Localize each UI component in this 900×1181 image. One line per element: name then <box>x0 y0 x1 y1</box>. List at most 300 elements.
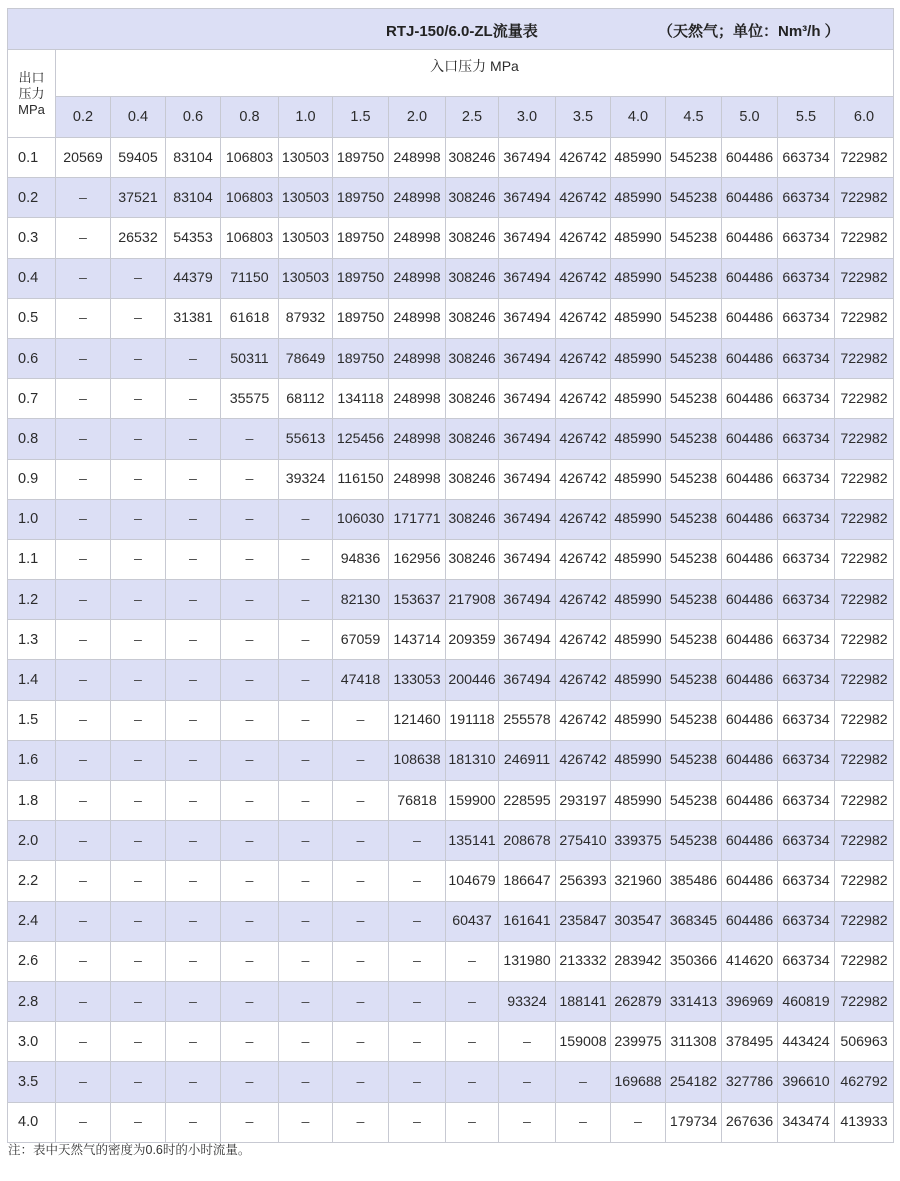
table-cell: – <box>389 941 446 981</box>
table-cell: 663734 <box>778 620 835 660</box>
table-cell: – <box>166 620 221 660</box>
table-cell: 248998 <box>389 178 446 218</box>
table-cell: 604486 <box>722 419 778 459</box>
table-cell: 248998 <box>389 338 446 378</box>
table-cell: – <box>499 1022 556 1062</box>
table-cell: – <box>333 740 389 780</box>
table-cell: 331413 <box>666 981 722 1021</box>
table-cell: 367494 <box>499 620 556 660</box>
table-cell: 485990 <box>611 338 666 378</box>
table-cell: – <box>111 861 166 901</box>
table-cell: 367494 <box>499 499 556 539</box>
table-cell: 189750 <box>333 178 389 218</box>
table-cell: – <box>333 901 389 941</box>
table-cell: 426742 <box>556 459 611 499</box>
table-cell: 39324 <box>279 459 333 499</box>
table-cell: – <box>389 901 446 941</box>
table-cell: 228595 <box>499 781 556 821</box>
table-cell: 134118 <box>333 379 389 419</box>
table-cell: 171771 <box>389 499 446 539</box>
table-cell: 161641 <box>499 901 556 941</box>
table-cell: – <box>556 1062 611 1102</box>
table-cell: 722982 <box>835 620 894 660</box>
table-cell: 604486 <box>722 138 778 178</box>
table-cell: 169688 <box>611 1062 666 1102</box>
table-cell: 159008 <box>556 1022 611 1062</box>
table-cell: 426742 <box>556 178 611 218</box>
table-cell: 545238 <box>666 700 722 740</box>
table-cell: 545238 <box>666 258 722 298</box>
table-cell: 414620 <box>722 941 778 981</box>
table-cell: – <box>333 700 389 740</box>
row-header: 0.3 <box>8 218 56 258</box>
table-cell: – <box>56 459 111 499</box>
table-cell: – <box>279 620 333 660</box>
table-cell: 426742 <box>556 298 611 338</box>
table-cell: – <box>56 821 111 861</box>
table-cell: – <box>56 178 111 218</box>
table-row <box>8 981 894 1021</box>
table-cell: – <box>56 1062 111 1102</box>
table-cell: – <box>111 901 166 941</box>
table-cell: 485990 <box>611 258 666 298</box>
table-cell: 104679 <box>446 861 499 901</box>
table-cell: 94836 <box>333 539 389 579</box>
table-cell: – <box>111 298 166 338</box>
table-cell: 248998 <box>389 379 446 419</box>
table-cell: – <box>111 338 166 378</box>
table-cell: 71150 <box>221 258 279 298</box>
table-cell: 308246 <box>446 539 499 579</box>
table-cell: 663734 <box>778 941 835 981</box>
table-cell: 485990 <box>611 218 666 258</box>
table-cell: 604486 <box>722 379 778 419</box>
table-cell: – <box>56 338 111 378</box>
table-cell: 181310 <box>446 740 499 780</box>
row-header: 2.4 <box>8 901 56 941</box>
flow-table <box>7 8 894 1143</box>
table-cell: – <box>56 499 111 539</box>
table-cell: – <box>221 660 279 700</box>
table-cell: – <box>166 379 221 419</box>
table-cell: – <box>279 580 333 620</box>
table-cell: – <box>166 539 221 579</box>
table-title-row <box>8 9 894 50</box>
table-cell: 604486 <box>722 620 778 660</box>
table-row <box>8 941 894 981</box>
table-cell: – <box>279 901 333 941</box>
table-cell: – <box>56 620 111 660</box>
table-cell: 604486 <box>722 821 778 861</box>
table-cell: 108638 <box>389 740 446 780</box>
table-body <box>8 138 894 1143</box>
table-cell: 189750 <box>333 298 389 338</box>
table-cell: 604486 <box>722 258 778 298</box>
table-cell: – <box>221 539 279 579</box>
table-cell: 248998 <box>389 459 446 499</box>
table-cell: 663734 <box>778 781 835 821</box>
table-cell: – <box>56 218 111 258</box>
column-header-row <box>8 97 894 138</box>
column-header: 4.5 <box>666 97 722 138</box>
table-cell: – <box>221 740 279 780</box>
column-header: 3.0 <box>499 97 556 138</box>
table-cell: 308246 <box>446 379 499 419</box>
table-cell: – <box>166 419 221 459</box>
table-cell: – <box>111 740 166 780</box>
table-cell: 87932 <box>279 298 333 338</box>
table-cell: 545238 <box>666 459 722 499</box>
table-cell: 426742 <box>556 700 611 740</box>
row-header: 1.6 <box>8 740 56 780</box>
table-cell: 78649 <box>279 338 333 378</box>
table-cell: – <box>221 941 279 981</box>
table-cell: 248998 <box>389 138 446 178</box>
table-cell: – <box>389 981 446 1021</box>
table-cell: – <box>221 901 279 941</box>
row-header: 0.1 <box>8 138 56 178</box>
inlet-header-row <box>8 50 894 97</box>
table-cell: 68112 <box>279 379 333 419</box>
table-cell: 367494 <box>499 258 556 298</box>
table-cell: 350366 <box>666 941 722 981</box>
table-cell: 59405 <box>111 138 166 178</box>
table-cell: – <box>389 821 446 861</box>
row-header: 4.0 <box>8 1102 56 1142</box>
table-cell: 722982 <box>835 821 894 861</box>
row-header: 0.7 <box>8 379 56 419</box>
table-cell: 131980 <box>499 941 556 981</box>
table-cell: 125456 <box>333 419 389 459</box>
table-cell: 189750 <box>333 258 389 298</box>
table-cell: 20569 <box>56 138 111 178</box>
unit-label: （天然气；单位：Nm³/h ） <box>658 23 840 40</box>
table-cell: 159900 <box>446 781 499 821</box>
table-cell: 485990 <box>611 539 666 579</box>
table-cell: 246911 <box>499 740 556 780</box>
table-cell: 604486 <box>722 740 778 780</box>
table-cell: – <box>111 700 166 740</box>
table-cell: 396610 <box>778 1062 835 1102</box>
table-cell: 143714 <box>389 620 446 660</box>
table-cell: 308246 <box>446 459 499 499</box>
table-cell: 426742 <box>556 539 611 579</box>
table-cell: 545238 <box>666 138 722 178</box>
table-cell: – <box>166 700 221 740</box>
table-cell: – <box>446 981 499 1021</box>
table-cell: – <box>221 821 279 861</box>
table-cell: – <box>333 1022 389 1062</box>
table-title: RTJ-150/6.0-ZL流量表 <box>386 23 538 40</box>
table-cell: 663734 <box>778 459 835 499</box>
table-cell: – <box>111 660 166 700</box>
table-cell: 604486 <box>722 660 778 700</box>
table-cell: 293197 <box>556 781 611 821</box>
table-cell: 189750 <box>333 218 389 258</box>
table-cell: – <box>221 981 279 1021</box>
table-cell: 213332 <box>556 941 611 981</box>
table-row <box>8 138 894 178</box>
table-cell: – <box>56 379 111 419</box>
table-row <box>8 338 894 378</box>
table-cell: 722982 <box>835 941 894 981</box>
table-cell: 426742 <box>556 740 611 780</box>
row-header: 0.4 <box>8 258 56 298</box>
row-header: 3.0 <box>8 1022 56 1062</box>
table-cell: 50311 <box>221 338 279 378</box>
table-cell: 106803 <box>221 218 279 258</box>
table-cell: 663734 <box>778 700 835 740</box>
table-cell: 604486 <box>722 539 778 579</box>
table-cell: – <box>56 901 111 941</box>
table-cell: – <box>56 781 111 821</box>
table-cell: 93324 <box>499 981 556 1021</box>
table-cell: 722982 <box>835 539 894 579</box>
table-cell: 44379 <box>166 258 221 298</box>
table-cell: 76818 <box>389 781 446 821</box>
table-cell: – <box>221 1102 279 1142</box>
table-cell: – <box>56 1102 111 1142</box>
table-cell: – <box>221 700 279 740</box>
table-row <box>8 781 894 821</box>
table-row <box>8 419 894 459</box>
table-cell: 604486 <box>722 580 778 620</box>
table-cell: – <box>333 941 389 981</box>
table-cell: – <box>333 821 389 861</box>
table-cell: – <box>166 459 221 499</box>
table-cell: – <box>221 419 279 459</box>
table-cell: 663734 <box>778 740 835 780</box>
table-cell: 663734 <box>778 499 835 539</box>
table-cell: 35575 <box>221 379 279 419</box>
column-header: 0.2 <box>56 97 111 138</box>
table-cell: 367494 <box>499 580 556 620</box>
table-cell: – <box>446 1022 499 1062</box>
row-header: 2.8 <box>8 981 56 1021</box>
table-cell: – <box>56 580 111 620</box>
column-header: 1.0 <box>279 97 333 138</box>
table-cell: 116150 <box>333 459 389 499</box>
table-cell: 308246 <box>446 419 499 459</box>
flow-table-container <box>7 8 893 1143</box>
table-cell: 545238 <box>666 740 722 780</box>
table-cell: 663734 <box>778 419 835 459</box>
row-header: 1.0 <box>8 499 56 539</box>
table-cell: 545238 <box>666 338 722 378</box>
table-cell: – <box>166 740 221 780</box>
column-header: 0.8 <box>221 97 279 138</box>
table-row <box>8 258 894 298</box>
table-cell: 485990 <box>611 419 666 459</box>
table-cell: – <box>56 258 111 298</box>
table-cell: – <box>333 1102 389 1142</box>
table-cell: 186647 <box>499 861 556 901</box>
row-header: 0.8 <box>8 419 56 459</box>
table-cell: 106803 <box>221 138 279 178</box>
table-cell: 426742 <box>556 379 611 419</box>
table-row <box>8 740 894 780</box>
table-cell: – <box>56 298 111 338</box>
table-cell: – <box>221 861 279 901</box>
table-cell: 485990 <box>611 379 666 419</box>
table-cell: 443424 <box>778 1022 835 1062</box>
table-cell: 722982 <box>835 901 894 941</box>
table-cell: – <box>221 781 279 821</box>
table-cell: 663734 <box>778 901 835 941</box>
table-cell: – <box>56 700 111 740</box>
table-cell: – <box>111 981 166 1021</box>
table-cell: 367494 <box>499 419 556 459</box>
table-cell: – <box>279 821 333 861</box>
row-header: 0.6 <box>8 338 56 378</box>
table-cell: 604486 <box>722 700 778 740</box>
table-cell: 262879 <box>611 981 666 1021</box>
inlet-pressure-header: 入口压力 MPa <box>56 50 894 97</box>
table-cell: 67059 <box>333 620 389 660</box>
table-cell: – <box>279 660 333 700</box>
table-cell: – <box>56 660 111 700</box>
table-cell: – <box>166 660 221 700</box>
table-cell: 545238 <box>666 620 722 660</box>
table-cell: – <box>56 539 111 579</box>
table-cell: 485990 <box>611 660 666 700</box>
table-cell: 367494 <box>499 298 556 338</box>
table-cell: 485990 <box>611 298 666 338</box>
table-cell: 367494 <box>499 178 556 218</box>
table-cell: – <box>56 861 111 901</box>
table-cell: – <box>111 1062 166 1102</box>
table-cell: 235847 <box>556 901 611 941</box>
table-cell: – <box>446 1062 499 1102</box>
row-header: 1.1 <box>8 539 56 579</box>
table-row <box>8 539 894 579</box>
table-cell: 189750 <box>333 338 389 378</box>
table-cell: – <box>221 1062 279 1102</box>
table-cell: 604486 <box>722 781 778 821</box>
table-cell: 188141 <box>556 981 611 1021</box>
table-cell: 339375 <box>611 821 666 861</box>
table-cell: 545238 <box>666 781 722 821</box>
table-cell: – <box>389 861 446 901</box>
row-header: 2.2 <box>8 861 56 901</box>
table-cell: 254182 <box>666 1062 722 1102</box>
table-cell: 191118 <box>446 700 499 740</box>
table-cell: – <box>389 1062 446 1102</box>
table-cell: 275410 <box>556 821 611 861</box>
table-cell: 604486 <box>722 298 778 338</box>
table-cell: 604486 <box>722 218 778 258</box>
table-cell: 55613 <box>279 419 333 459</box>
table-cell: 308246 <box>446 218 499 258</box>
column-header: 0.4 <box>111 97 166 138</box>
table-cell: 545238 <box>666 178 722 218</box>
table-cell: 121460 <box>389 700 446 740</box>
table-cell: 506963 <box>835 1022 894 1062</box>
table-cell: – <box>166 941 221 981</box>
table-cell: 722982 <box>835 740 894 780</box>
table-cell: 722982 <box>835 660 894 700</box>
table-cell: 722982 <box>835 379 894 419</box>
table-cell: – <box>111 580 166 620</box>
table-cell: – <box>279 1022 333 1062</box>
table-cell: 663734 <box>778 258 835 298</box>
table-cell: 367494 <box>499 338 556 378</box>
column-header: 0.6 <box>166 97 221 138</box>
table-cell: – <box>111 821 166 861</box>
table-cell: 367494 <box>499 218 556 258</box>
table-cell: – <box>389 1102 446 1142</box>
table-cell: 460819 <box>778 981 835 1021</box>
table-cell: – <box>279 981 333 1021</box>
table-row <box>8 580 894 620</box>
table-cell: – <box>389 1022 446 1062</box>
table-cell: 485990 <box>611 178 666 218</box>
footnote: 注：表中天然气的密度为0.6时的小时流量。 <box>8 1143 251 1157</box>
table-cell: 426742 <box>556 258 611 298</box>
table-cell: 663734 <box>778 379 835 419</box>
table-cell: 47418 <box>333 660 389 700</box>
table-cell: – <box>279 740 333 780</box>
table-row <box>8 861 894 901</box>
table-row <box>8 178 894 218</box>
table-cell: 604486 <box>722 338 778 378</box>
table-cell: 722982 <box>835 258 894 298</box>
table-cell: 485990 <box>611 580 666 620</box>
table-cell: 367494 <box>499 379 556 419</box>
table-cell: 663734 <box>778 580 835 620</box>
table-cell: 267636 <box>722 1102 778 1142</box>
table-row <box>8 901 894 941</box>
table-cell: – <box>111 1102 166 1142</box>
table-cell: 722982 <box>835 781 894 821</box>
table-cell: – <box>221 459 279 499</box>
table-row <box>8 1062 894 1102</box>
table-cell: 545238 <box>666 660 722 700</box>
table-cell: 604486 <box>722 861 778 901</box>
table-cell: 722982 <box>835 700 894 740</box>
table-cell: – <box>446 941 499 981</box>
row-header: 0.5 <box>8 298 56 338</box>
table-cell: 31381 <box>166 298 221 338</box>
table-cell: 545238 <box>666 298 722 338</box>
table-cell: 367494 <box>499 138 556 178</box>
table-cell: 722982 <box>835 338 894 378</box>
table-cell: 367494 <box>499 539 556 579</box>
table-cell: 343474 <box>778 1102 835 1142</box>
table-cell: – <box>111 459 166 499</box>
table-cell: 130503 <box>279 178 333 218</box>
table-cell: – <box>279 861 333 901</box>
row-header: 2.6 <box>8 941 56 981</box>
table-cell: 462792 <box>835 1062 894 1102</box>
table-cell: 37521 <box>111 178 166 218</box>
table-cell: 722982 <box>835 178 894 218</box>
table-cell: 26532 <box>111 218 166 258</box>
table-cell: 545238 <box>666 580 722 620</box>
table-cell: – <box>111 258 166 298</box>
table-cell: 283942 <box>611 941 666 981</box>
table-cell: 239975 <box>611 1022 666 1062</box>
column-header: 5.0 <box>722 97 778 138</box>
table-cell: – <box>166 580 221 620</box>
table-cell: 130503 <box>279 138 333 178</box>
table-cell: 663734 <box>778 539 835 579</box>
table-row <box>8 218 894 258</box>
row-header: 3.5 <box>8 1062 56 1102</box>
table-cell: – <box>111 941 166 981</box>
table-cell: 722982 <box>835 981 894 1021</box>
table-cell: – <box>56 740 111 780</box>
